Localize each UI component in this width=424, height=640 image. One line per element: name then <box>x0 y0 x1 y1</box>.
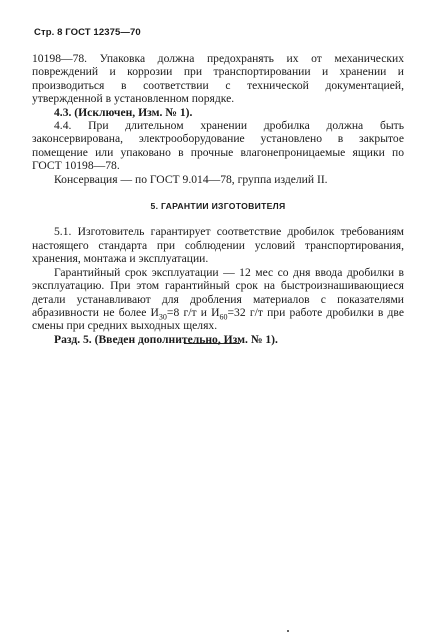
warranty-text-a: Гарантийный срок эксплуатации — 12 мес со дня ввода дробилки в эксплуатацию. При этом гарантийный срок на быстроизнашивающиеся детали устанавливают для дробления материалов с показателями абразивности не более И <box>32 265 404 319</box>
paragraph-packing: 10198—78. Упаковка должна предохранять их от механических повреждений и коррозии при транспортировании и хранении и производиться в соответствии с технической документацией, утвержденной в установленном порядке. <box>32 52 404 106</box>
section-title: 5. ГАРАНТИИ ИЗГОТОВИТЕЛЯ <box>150 201 286 212</box>
abrasiveness-index-60: 60 <box>219 312 228 322</box>
end-divider <box>184 343 240 344</box>
paragraph-4-4: 4.4. При длительном хранении дробилка должна быть законсервирована, электрооборудование установлено в закрытое помещение или упаковано в прочные влагонепроницаемые ящики по ГОСТ 10198—78. <box>32 119 404 173</box>
document-body <box>32 52 404 346</box>
page-header: Стр. 8 ГОСТ 12375—70 <box>34 27 141 38</box>
paragraph-4-3: 4.3. (Исключен, Изм. № 1). <box>54 105 193 119</box>
warranty-text-c: =32 г/т при работе дробилки в две смены при средних выходных щелях. <box>32 305 404 333</box>
abrasiveness-index-30: 30 <box>158 312 167 322</box>
scan-dot <box>287 630 289 632</box>
paragraph-section-5-note: Разд. 5. (Введен дополнительно, Изм. № 1). <box>54 332 278 346</box>
paragraph-warranty-period <box>32 266 404 333</box>
paragraph-conservation: Консервация — по ГОСТ 9.014—78, группа изделий II. <box>54 172 328 186</box>
warranty-text-b: =8 г/т и И <box>166 305 220 319</box>
paragraph-5-1: 5.1. Изготовитель гарантирует соответствие дробилок требованиям настоящего стандарта при соблюдении условий транспортирования, хранения, монтажа и эксплуатации. <box>32 225 404 266</box>
